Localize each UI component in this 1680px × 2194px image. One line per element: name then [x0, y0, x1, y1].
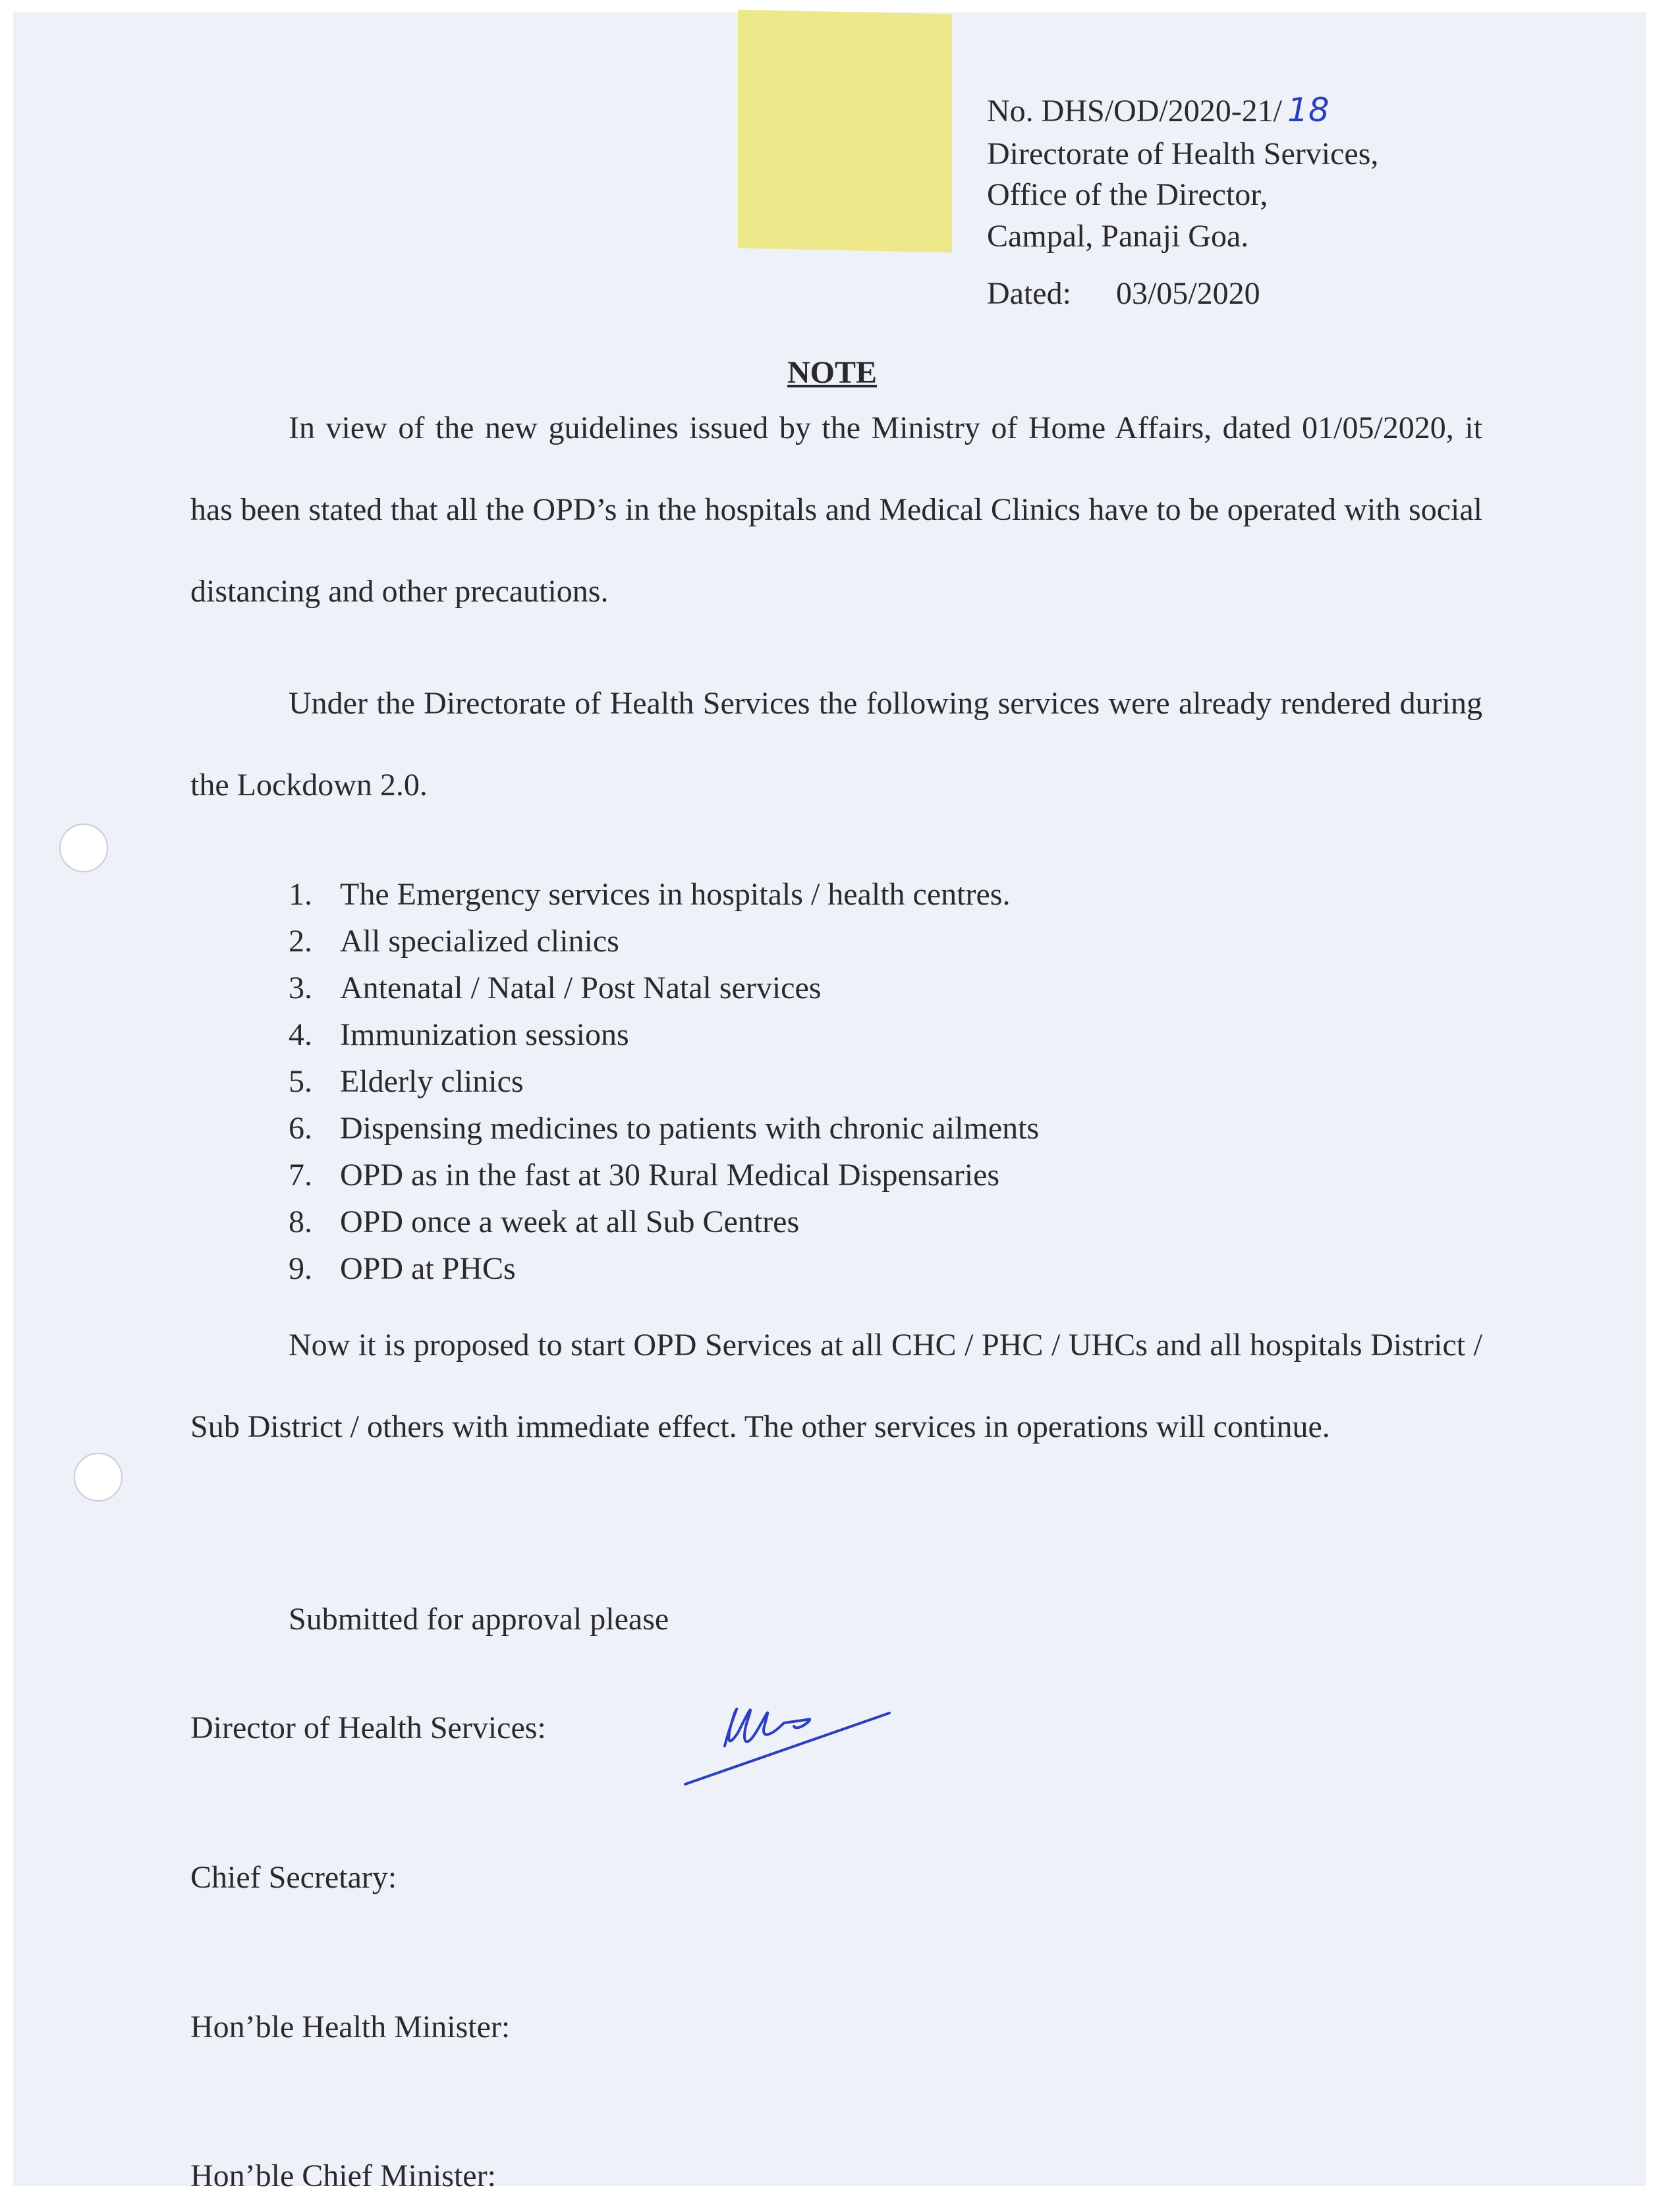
item-text: Antenatal / Natal / Post Natal services	[340, 970, 822, 1005]
org-name: Directorate of Health Services,	[987, 136, 1379, 171]
sticky-note	[738, 10, 952, 253]
item-number: 2.	[289, 924, 312, 959]
intro-paragraph: In view of the new guidelines issued by the Ministry of Home Affairs, dated 01/05/2020, it has been stated that all the OPD’s in the hospitals and Medical Clinics have to be operated with social distancing and other precautions.	[190, 410, 1482, 609]
item-number: 1.	[289, 877, 312, 912]
handwritten-ref: 18	[1287, 91, 1330, 129]
address: Campal, Panaji Goa.	[987, 219, 1249, 254]
item-text: Elderly clinics	[340, 1064, 524, 1099]
item-text: Dispensing medicines to patients with chronic ailments	[340, 1111, 1040, 1146]
item-number: 8.	[289, 1204, 312, 1239]
chief-secretary-label: Chief Secretary:	[190, 1860, 397, 1895]
submitted-line: Submitted for approval please	[289, 1602, 669, 1637]
dated-line	[987, 278, 1260, 310]
item-text: OPD at PHCs	[340, 1251, 516, 1286]
services-intro-paragraph: Under the Directorate of Health Services the following services were already rendered during the Lockdown 2.0.	[190, 686, 1482, 802]
director-label: Director of Health Services:	[190, 1710, 546, 1745]
item-number: 4.	[289, 1017, 312, 1052]
item-text: Immunization sessions	[340, 1017, 629, 1052]
punch-hole	[74, 1453, 123, 1502]
date-value: 03/05/2020	[1115, 276, 1260, 311]
item-text: OPD as in the fast at 30 Rural Medical Dispensaries	[340, 1158, 1000, 1193]
signature	[679, 1674, 896, 1792]
reference-number	[987, 91, 1330, 129]
health-minister-label: Hon’ble Health Minister:	[190, 2010, 511, 2044]
note-title: NOTE	[787, 355, 878, 390]
ref-no-text: No. DHS/OD/2020-21/	[987, 94, 1283, 128]
punch-hole	[59, 824, 108, 872]
item-number: 6.	[289, 1111, 312, 1146]
item-number: 5.	[289, 1064, 312, 1099]
dated-label: Dated:	[987, 276, 1071, 311]
item-number: 7.	[289, 1158, 312, 1193]
chief-minister-label: Hon’ble Chief Minister:	[190, 2158, 496, 2193]
proposal-paragraph: Now it is proposed to start OPD Services at all CHC / PHC / UHCs and all hospitals District / Sub District / others with immediate effect. The other services in operations will continue.	[190, 1328, 1482, 1444]
item-number: 3.	[289, 970, 312, 1005]
item-text: OPD once a week at all Sub Centres	[340, 1204, 800, 1239]
item-text: The Emergency services in hospitals / health centres.	[340, 877, 1011, 912]
item-text: All specialized clinics	[340, 924, 619, 959]
office-name: Office of the Director,	[987, 177, 1268, 212]
item-number: 9.	[289, 1251, 312, 1286]
